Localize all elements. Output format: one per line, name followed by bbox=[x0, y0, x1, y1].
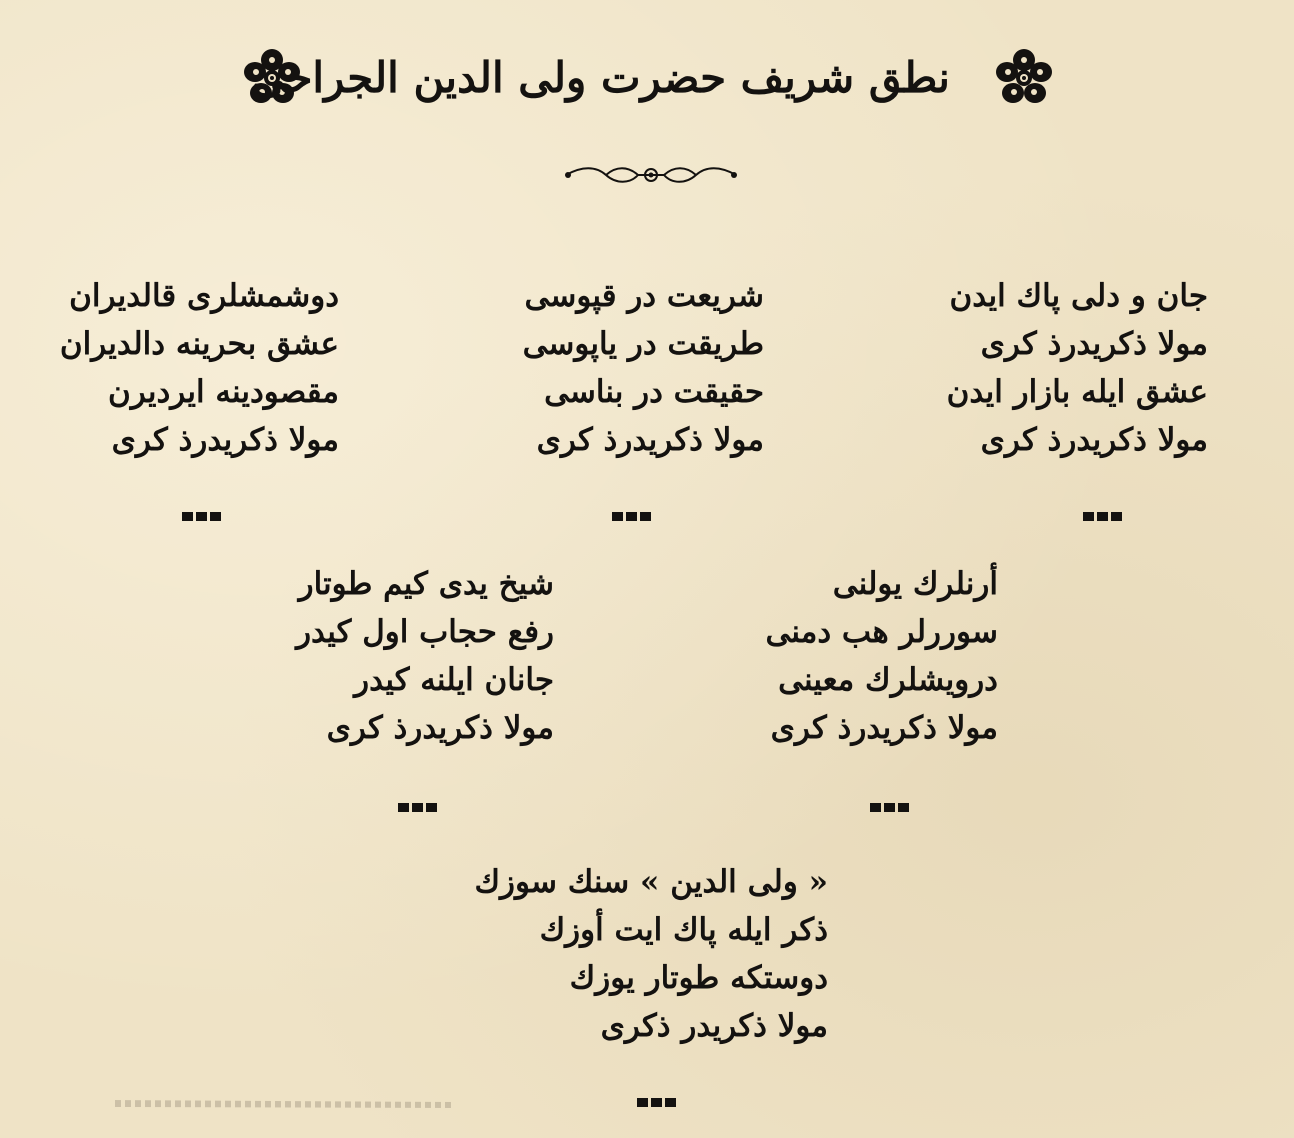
verse-line: مولا ذكريدرذ كرى bbox=[980, 326, 1208, 362]
stanza-separator bbox=[612, 512, 651, 521]
stanza-separator bbox=[398, 803, 437, 812]
verse-line: مولا ذكريدرذ كرى bbox=[536, 422, 764, 458]
stanza-6 bbox=[475, 858, 829, 1050]
stanza-3 bbox=[60, 272, 339, 464]
stanza-separator bbox=[870, 803, 909, 812]
stanza-1 bbox=[947, 272, 1208, 464]
verse-line: دوشمشلرى قالديران bbox=[69, 278, 339, 314]
verse-line: مقصودينه ايرديرن bbox=[107, 374, 339, 410]
verse-line: شيخ يدى كيم طوتار bbox=[298, 566, 554, 602]
verse-line: درويشلرك معينى bbox=[778, 662, 998, 698]
stanza-separator bbox=[637, 1098, 676, 1107]
scroll-divider-ornament bbox=[562, 160, 740, 190]
verse-line: ذكر ايله پاك ايت أوزك bbox=[539, 912, 828, 948]
verse-line: مولا ذكريدرذ كرى bbox=[770, 710, 998, 746]
verse-line: حقيقت در بناسى bbox=[544, 374, 764, 410]
verse-line: طريقت در ياپوسى bbox=[522, 326, 764, 362]
stanza-4 bbox=[766, 560, 998, 752]
print-bleed-marks bbox=[115, 1094, 455, 1114]
verse-line: سوررلر هب دمنى bbox=[765, 614, 998, 650]
title-row bbox=[0, 40, 1294, 120]
verse-line: مولا ذكريدرذ كرى bbox=[326, 710, 554, 746]
verse-line: شريعت در قپوسى bbox=[524, 278, 764, 314]
stanza-separator bbox=[1083, 512, 1122, 521]
verse-line: مولا ذكريدر ذكرى bbox=[600, 1008, 828, 1044]
verse-line: جانان ايلنه كيدر bbox=[354, 662, 554, 698]
flower-ornament-icon bbox=[992, 46, 1056, 110]
verse-line: دوستكه طوتار يوزك bbox=[569, 960, 828, 996]
verse-line: رفع حجاب اول كيدر bbox=[296, 614, 554, 650]
verse-line: عشق بحرينه دالديران bbox=[59, 326, 339, 362]
stanza-separator bbox=[182, 512, 221, 521]
verse-line: جان و دلى پاك ايدن bbox=[949, 278, 1208, 314]
verse-line: مولا ذكريدرذ كرى bbox=[111, 422, 339, 458]
stanza-2 bbox=[523, 272, 764, 464]
verse-line: عشق ايله بازار ايدن bbox=[946, 374, 1208, 410]
verse-line: مولا ذكريدرذ كرى bbox=[980, 422, 1208, 458]
page-title: نطق شريف حضرت ولى الدين الجراحى bbox=[251, 53, 950, 102]
verse-line: « ولى الدين » سنك سوزك bbox=[474, 864, 828, 900]
stanza-5 bbox=[296, 560, 554, 752]
verse-line: أرنلرك يولنى bbox=[832, 566, 998, 602]
